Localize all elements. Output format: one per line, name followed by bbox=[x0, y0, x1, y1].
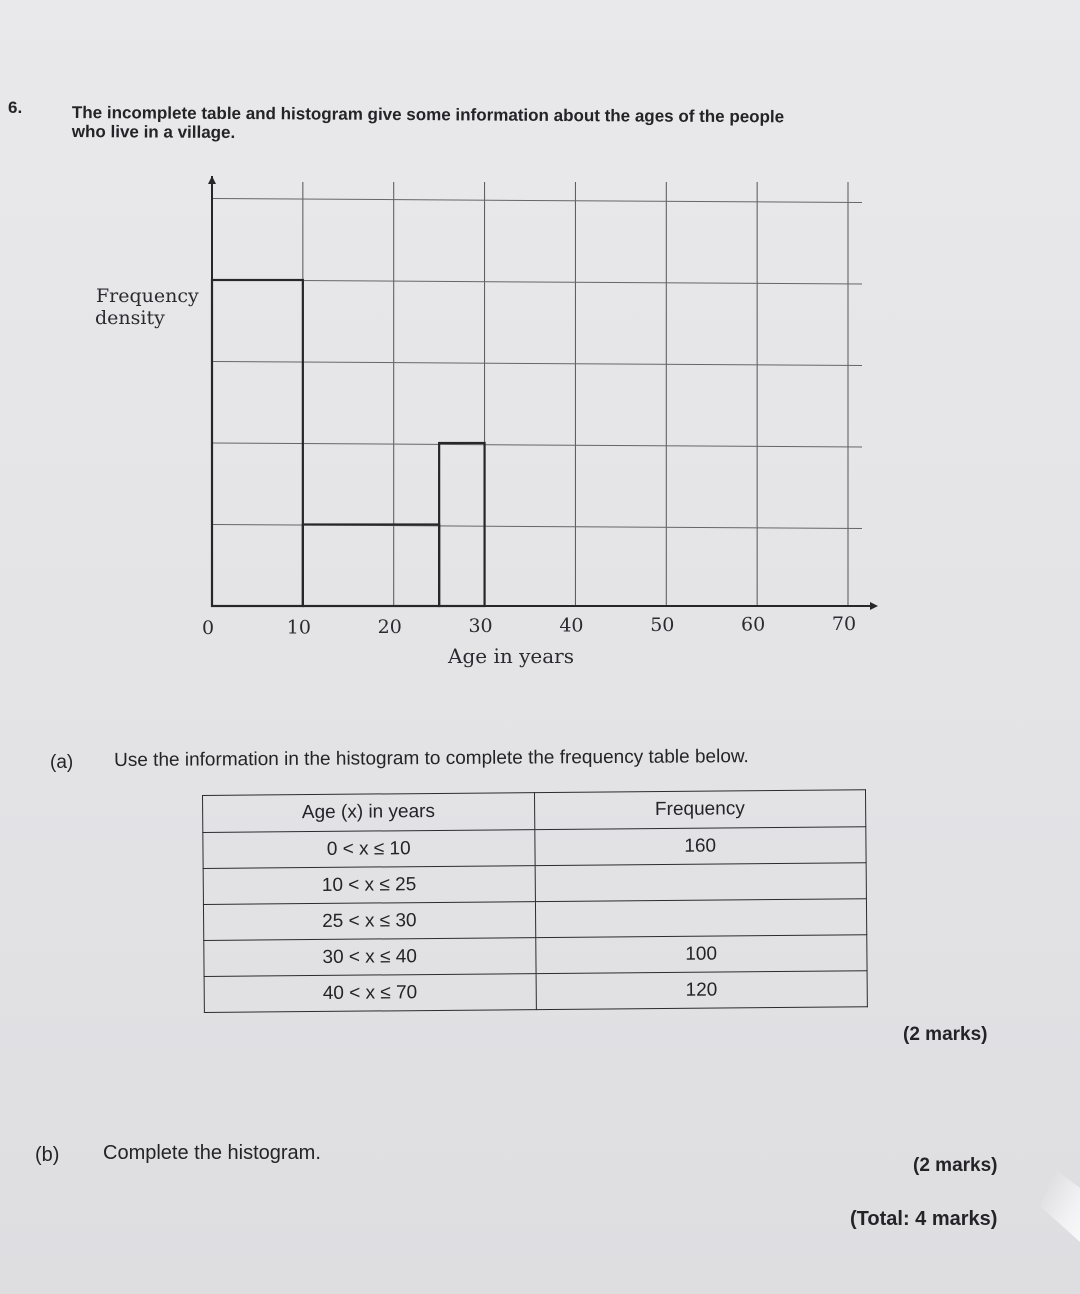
frequency-table bbox=[202, 789, 868, 1013]
age-cell: 10 < x ≤ 25 bbox=[203, 866, 535, 905]
x-tick-label: 40 bbox=[559, 614, 584, 637]
page-fold-shadow bbox=[1040, 1170, 1080, 1260]
intro-line-2: who live in a village. bbox=[71, 121, 236, 142]
table-row bbox=[203, 827, 866, 869]
header-frequency: Frequency bbox=[534, 790, 866, 830]
part-b-label: (b) bbox=[35, 1144, 60, 1166]
frequency-cell[interactable]: 160 bbox=[534, 827, 866, 866]
horizontal-gridline bbox=[212, 443, 862, 447]
part-a-instruction: Use the information in the histogram to complete the frequency table below. bbox=[114, 746, 749, 771]
age-cell: 30 < x ≤ 40 bbox=[204, 938, 536, 977]
total-marks: (Total: 4 marks) bbox=[850, 1208, 998, 1230]
x-tick-label: 0 bbox=[201, 617, 215, 639]
horizontal-gridline bbox=[212, 280, 862, 284]
part-a-marks: (2 marks) bbox=[903, 1024, 988, 1045]
question-number: 6. bbox=[8, 98, 23, 117]
part-a-label: (a) bbox=[50, 752, 74, 773]
header-age: Age (x) in years bbox=[203, 793, 535, 833]
histogram-bar bbox=[303, 525, 439, 607]
frequency-cell-blank[interactable] bbox=[535, 863, 867, 902]
table-row bbox=[204, 935, 867, 977]
x-tick-label: 60 bbox=[741, 613, 766, 636]
age-cell: 0 < x ≤ 10 bbox=[203, 830, 535, 869]
y-axis-label-line2: density bbox=[95, 307, 165, 329]
table-header-row bbox=[203, 790, 866, 833]
intro-line-1: The incomplete table and histogram give some information about the ages of the people bbox=[71, 103, 785, 127]
frequency-cell[interactable]: 120 bbox=[536, 971, 868, 1010]
part-b-instruction: Complete the histogram. bbox=[103, 1142, 321, 1164]
x-tick-label: 10 bbox=[286, 616, 311, 639]
table-row bbox=[203, 863, 866, 905]
histogram-bar bbox=[439, 443, 484, 606]
frequency-cell[interactable]: 100 bbox=[535, 935, 867, 974]
frequency-cell-blank[interactable] bbox=[535, 899, 867, 938]
horizontal-gridline bbox=[212, 199, 862, 203]
x-tick-label: 30 bbox=[468, 615, 493, 638]
age-cell: 40 < x ≤ 70 bbox=[204, 974, 536, 1013]
horizontal-gridline bbox=[212, 362, 862, 366]
age-cell: 25 < x ≤ 30 bbox=[203, 902, 535, 941]
x-tick-label: 50 bbox=[650, 614, 675, 636]
table-row bbox=[204, 971, 867, 1013]
x-tick-label: 70 bbox=[831, 612, 857, 635]
x-tick-label: 20 bbox=[377, 615, 402, 638]
part-b-marks: (2 marks) bbox=[913, 1155, 998, 1176]
x-axis-arrow-icon bbox=[870, 602, 878, 610]
y-axis-label-line1: Frequency bbox=[96, 285, 199, 307]
x-axis-label: Age in years bbox=[448, 644, 574, 668]
table-row bbox=[203, 899, 866, 941]
y-axis-arrow-icon bbox=[208, 176, 216, 184]
